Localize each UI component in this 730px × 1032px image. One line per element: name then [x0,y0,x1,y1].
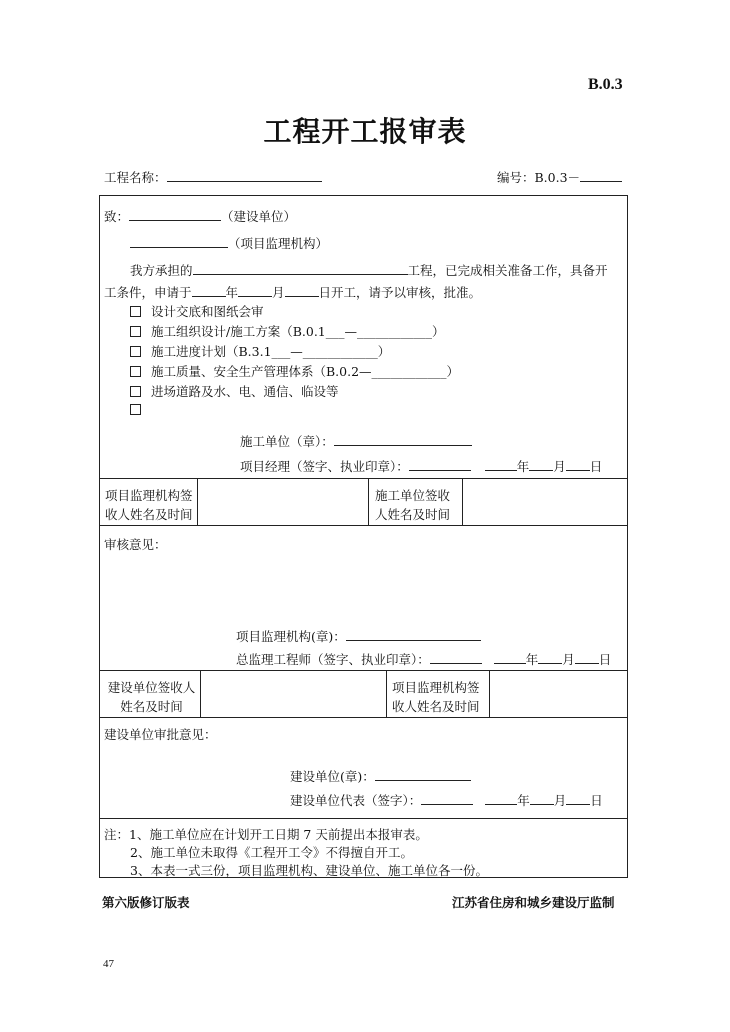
chief-year-input[interactable] [494,649,526,664]
label-line: 项目监理机构签 [105,488,193,503]
footer-right: 江苏省住房和城乡建设厅监制 [452,895,615,910]
contractor-seal-line [240,431,472,450]
builder-seal-label: 建设单位(章)： [290,769,375,784]
year-label: 年 [517,793,530,808]
paragraph-line1 [130,260,608,279]
builder-sign-input[interactable] [421,790,473,805]
chief-sign-input[interactable] [430,649,482,664]
pm-sign-line [240,456,602,475]
sign-row1-left-input[interactable] [199,480,366,524]
month-label: 月 [553,459,566,474]
supervisor-seal-label: 项目监理机构(章)： [236,629,346,644]
label-line: 收人姓名及时间 [392,699,480,714]
month-label: 月 [562,652,575,667]
label-line: 施工单位签收 [375,488,451,503]
builder-label: （建设单位） [221,209,297,224]
number-label: 编号：B.0.3－ [497,170,581,185]
year-label: 年 [225,285,239,300]
month-label: 月 [553,793,567,808]
sign-row1-left-label [105,486,193,524]
builder-sign-line [290,790,603,809]
supervisor-label: （项目监理机构） [228,236,329,251]
checkbox[interactable] [130,346,141,357]
label-line: 收人姓名及时间 [105,507,193,522]
sign-row2-right-input[interactable] [491,672,624,716]
divider [197,478,198,525]
label-line: 姓名及时间 [120,699,183,714]
checklist-label: 施工组织设计/施工方案（B.0.1___—____________） [151,324,445,339]
start-month-input[interactable] [238,282,272,297]
builder-seal-line [290,766,471,785]
label-line: 建设单位签收人 [107,680,196,695]
checkbox[interactable] [130,306,141,317]
chief-sign-line [236,649,611,668]
start-day-input[interactable] [285,282,319,297]
project-name-input[interactable] [167,167,322,182]
divider [489,670,490,717]
checkbox[interactable] [130,386,141,397]
divider [99,478,628,479]
project-name-label: 工程名称： [104,170,167,185]
para-d: 日开工，请予以审核，批准。 [318,285,482,300]
pm-sign-input[interactable] [409,456,471,471]
page-title: 工程开工报审表 [263,115,467,148]
day-label: 日 [590,793,603,808]
month-label: 月 [272,285,285,300]
divider [368,478,369,525]
supervisor-seal-line [236,626,481,645]
pm-month-input[interactable] [529,456,553,471]
contractor-seal-input[interactable] [334,431,472,446]
chief-sign-label: 总监理工程师（签字、执业印章）： [236,652,430,667]
label-line: 人姓名及时间 [375,507,451,522]
supervisor-input[interactable] [130,233,228,248]
checklist-label: 进场道路及水、电、通信、临设等 [151,384,339,399]
contractor-seal-label: 施工单位（章）： [240,434,334,449]
builder-month-input[interactable] [530,790,554,805]
checklist-label: 施工质量、安全生产管理体系（B.0.2—____________） [151,364,460,379]
approval-opinion-label: 建设单位审批意见： [104,727,217,742]
note-line: 注：1、施工单位应在计划开工日期 7 天前提出本报审表。 [104,827,428,842]
checklist-item [130,302,264,320]
builder-day-input[interactable] [566,790,590,805]
day-label: 日 [589,459,603,474]
sign-row1-right-input[interactable] [464,480,624,524]
sign-row2-right-label [392,678,480,716]
checklist-item [130,382,339,400]
checklist-item [130,342,390,360]
para-a: 我方承担的 [130,263,193,278]
review-opinion-label: 审核意见： [104,537,167,552]
divider [200,670,201,717]
to-builder-line [104,206,296,225]
builder-seal-input[interactable] [375,766,471,781]
label-line: 项目监理机构签 [392,680,480,695]
checklist-label: 设计交底和图纸会审 [151,304,264,319]
to-supervisor-line [130,233,328,252]
chief-month-input[interactable] [538,649,562,664]
sign-row1-right-label [375,486,450,524]
divider [99,670,628,671]
year-label: 年 [525,652,539,667]
checkbox[interactable] [130,326,141,337]
page-number: 47 [103,958,114,970]
number-field [497,167,622,186]
sign-row2-left-input[interactable] [202,672,384,716]
pm-year-input[interactable] [485,456,517,471]
pm-sign-label: 项目经理（签字、执业印章）： [240,459,409,474]
chief-day-input[interactable] [575,649,599,664]
footer-left: 第六版修订版表 [102,895,190,910]
divider [99,717,628,718]
checklist-item [130,322,445,340]
para-b: 工程，已完成相关准备工作，具备开 [407,263,608,278]
year-label: 年 [516,459,530,474]
note-line: 3、本表一式三份，项目监理机构、建设单位、施工单位各一份。 [130,863,488,878]
para-c: 工条件，申请于 [104,285,192,300]
sign-row2-left-label [105,678,198,716]
pm-day-input[interactable] [566,456,590,471]
start-year-input[interactable] [192,282,226,297]
divider [462,478,463,525]
checkbox[interactable] [130,404,141,415]
project-name-field [104,167,322,186]
to-label: 致： [104,209,130,224]
builder-input[interactable] [129,206,221,221]
builder-sign-label: 建设单位代表（签字）： [290,793,422,808]
divider [99,818,628,819]
builder-year-input[interactable] [485,790,517,805]
note-line: 2、施工单位未取得《工程开工令》不得擅自开工。 [130,845,413,860]
checklist-label: 施工进度计划（B.3.1___—____________） [151,344,391,359]
checkbox[interactable] [130,366,141,377]
number-input[interactable] [580,167,622,182]
checklist-item [130,402,151,417]
project-input[interactable] [193,260,408,275]
day-label: 日 [598,652,612,667]
form-code: B.0.3 [588,76,623,93]
divider [386,670,387,717]
paragraph-line2 [104,282,481,301]
supervisor-seal-input[interactable] [346,626,481,641]
checklist-item [130,362,459,380]
divider [99,525,628,526]
